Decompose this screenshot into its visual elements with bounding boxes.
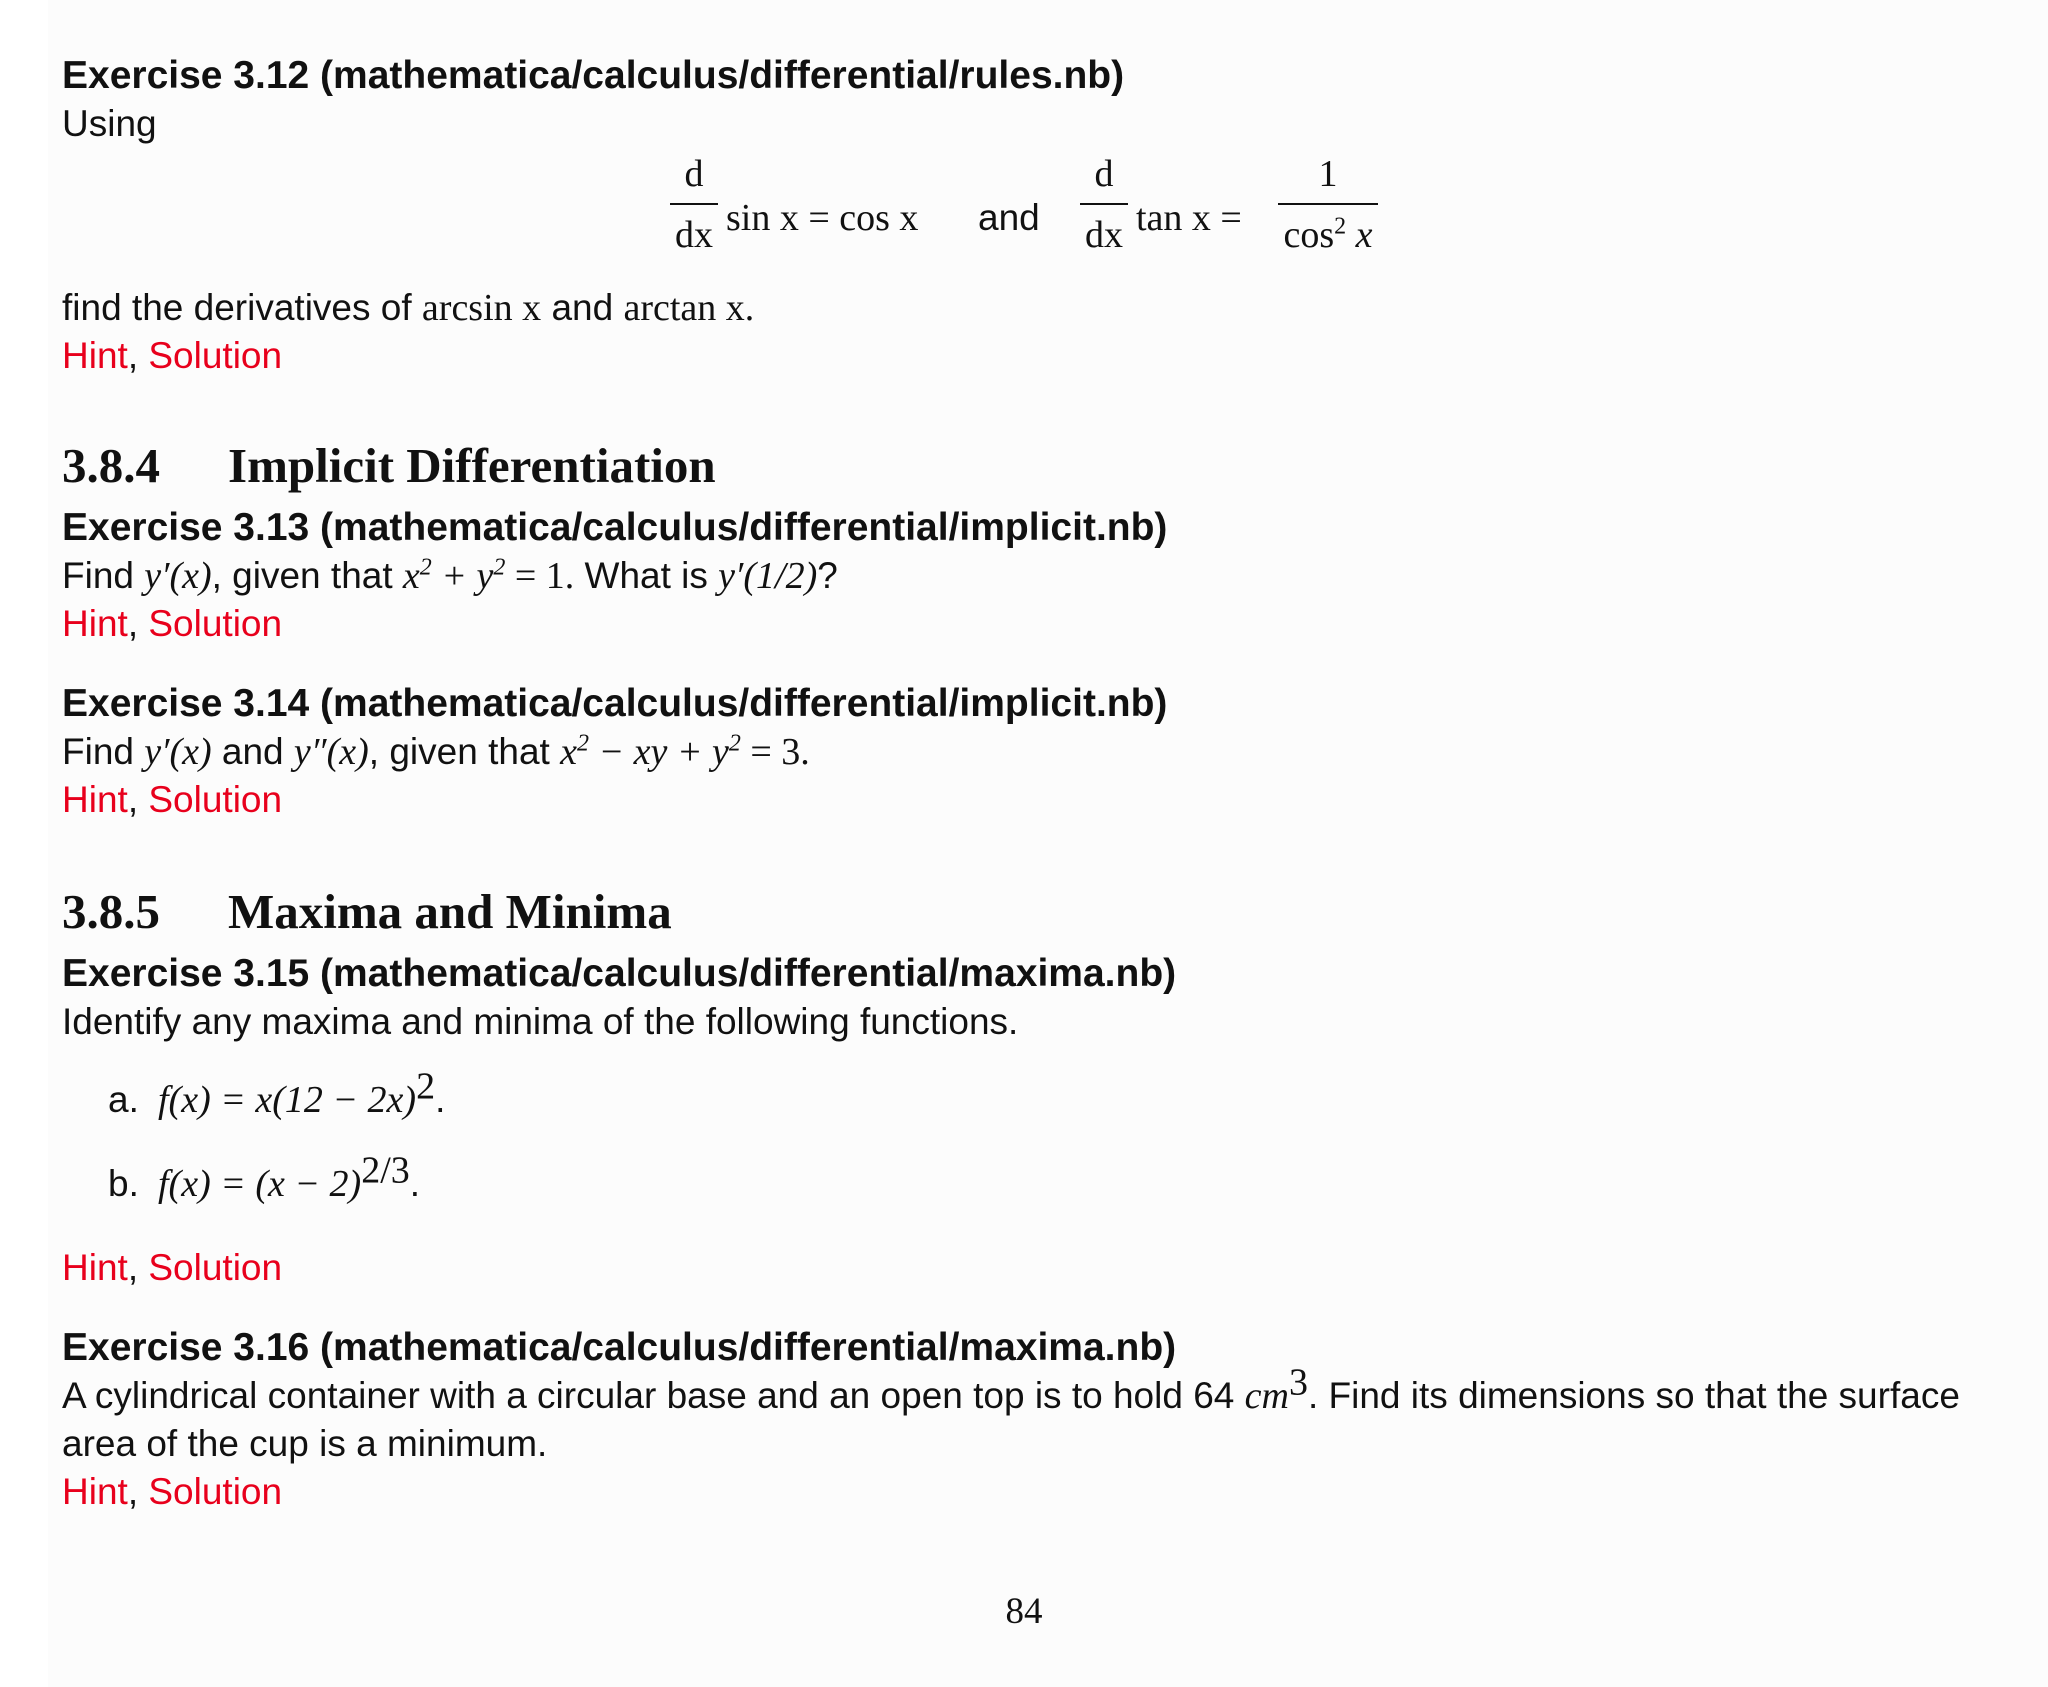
exercise-3-14 <box>62 680 2002 824</box>
exercise-statement: Find y′(x) and y″(x), given that $x^2$ − xy + $y^2 = 3$. <box>62 730 810 773</box>
solution-link[interactable]: Solution <box>148 1247 283 1288</box>
hint-link[interactable]: Hint <box>62 335 128 376</box>
hint-link[interactable]: Hint <box>62 779 128 820</box>
exercise-3-15 <box>62 950 2002 1292</box>
fraction-one-over-cos-squared: 1 $\cos^2 x$ <box>1278 152 1378 257</box>
exercise-3-13 <box>62 504 2002 648</box>
list-item: b. $f(x) = (x - 2)^{2/3}$. <box>108 1149 421 1205</box>
hint-solution-links: Hint, Solution <box>62 1471 283 1512</box>
section-heading-3-8-5: 3.8.5 Maxima and Minima <box>62 884 672 939</box>
section-heading-3-8-4: 3.8.4 Implicit Differentiation <box>62 438 716 493</box>
solution-link[interactable]: Solution <box>148 1471 283 1512</box>
derivative-operator-2: d dx <box>1080 152 1128 257</box>
derivative-operator-1: d dx <box>670 152 718 257</box>
exercise-statement: Identify any maxima and minima of the following functions. <box>62 1001 1019 1042</box>
hint-solution-links: Hint, Solution <box>62 335 283 376</box>
exercise-title: Exercise 3.12 (mathematica/calculus/differential/rules.nb) <box>62 54 1125 97</box>
page-content <box>62 52 2002 1516</box>
hint-link[interactable]: Hint <box>62 1471 128 1512</box>
exercise-title: Exercise 3.15 (mathematica/calculus/differential/maxima.nb) <box>62 952 1177 995</box>
exercise-statement-cont: area of the cup is a minimum. <box>62 1423 548 1464</box>
exercise-3-16 <box>62 1324 2002 1516</box>
display-equations <box>62 152 2002 280</box>
exercise-3-12 <box>62 52 2002 380</box>
exercise-title: Exercise 3.13 (mathematica/calculus/differential/implicit.nb) <box>62 506 1168 549</box>
equation-sin: sin x = cos x <box>726 197 919 239</box>
hint-solution-links: Hint, Solution <box>62 779 283 820</box>
hint-link[interactable]: Hint <box>62 1247 128 1288</box>
equation-tan: tan x = <box>1136 197 1242 239</box>
solution-link[interactable]: Solution <box>148 335 283 376</box>
equation-and: and <box>978 197 1040 238</box>
exercise-title: Exercise 3.14 (mathematica/calculus/differential/implicit.nb) <box>62 682 1168 725</box>
exercise-title: Exercise 3.16 (mathematica/calculus/differential/maxima.nb) <box>62 1326 1177 1369</box>
solution-link[interactable]: Solution <box>148 603 283 644</box>
function-list <box>108 1065 2002 1208</box>
hint-link[interactable]: Hint <box>62 603 128 644</box>
hint-solution-links: Hint, Solution <box>62 603 283 644</box>
exercise-statement: find the derivatives of arcsin x and arctan x. <box>62 287 755 329</box>
solution-link[interactable]: Solution <box>148 779 283 820</box>
list-item: a. $f(x) = x(12 - 2x)^2$. <box>108 1065 446 1121</box>
page-number: 84 <box>1005 1591 1043 1632</box>
exercise-statement: Find y′(x), given that $x^2 + y^2 = 1$. What is y′(1/2)? <box>62 554 838 597</box>
hint-solution-links: Hint, Solution <box>62 1247 283 1288</box>
exercise-intro: Using <box>62 103 157 144</box>
exercise-statement: A cylindrical container with a circular base and an open top is to hold 64 $cm^3$. Find its dimensions so that the surface <box>62 1361 1960 1417</box>
